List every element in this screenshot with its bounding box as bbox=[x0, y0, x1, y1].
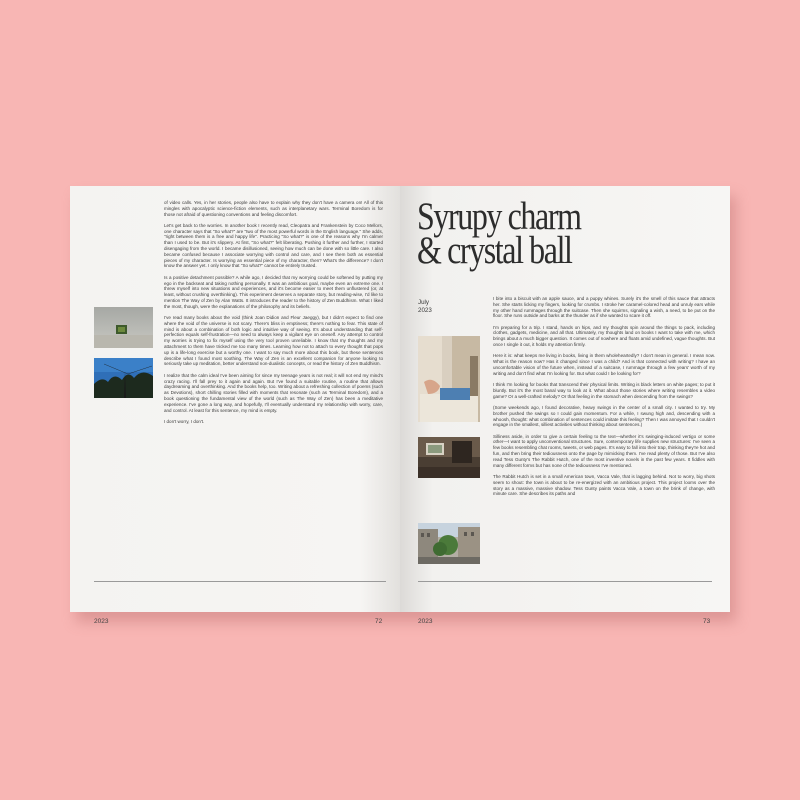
left-page bbox=[70, 186, 400, 625]
title-line: & crystal ball bbox=[417, 229, 572, 272]
title-line: Syrupy charm bbox=[417, 195, 581, 238]
article-title bbox=[417, 195, 663, 272]
paragraph: I think I'm looking for books that transcend their physical limits. Writing is black letters on white pages; to put it bluntly. But it's the most banal way to look at it. What about those stories where writing resembles a video game? Or a well-crafted melody? Or that feeling in the stomach when descending from the swings? bbox=[493, 382, 715, 399]
page-number: 73 bbox=[703, 618, 711, 625]
paragraph: I bite into a biscuit with an apple sauce, and a puppy whines. Surely it's the smell of this sauce that attracts her. She starts licking my fingers, looking for crumbs. I stroke her caramel-colored head and unruly ears while my other hand rummages through the suitcase. Then she squirms, signaling a wish, a need, to be put on the floor. She runs outside and barks at the thunder as if she wanted to scare it off. bbox=[493, 296, 715, 319]
page-number: 72 bbox=[375, 618, 383, 625]
photo-object-on-surface bbox=[94, 307, 153, 348]
footer-rule bbox=[94, 581, 386, 582]
paragraph: I'm preparing for a trip. I stand, hands on hips, and my thoughts spin around the things to pack, including clothes, gadgets, medicine, and all that. Ultimately, my thoughts land on books I want to take with me, which brings about a much bigger question. It comes out of nowhere and floats amid undefined, vague thoughts. But once I single it out, it holds my attention firmly. bbox=[493, 324, 715, 348]
paragraph: I don't worry, I don't. bbox=[164, 418, 205, 424]
footer-year: 2023 bbox=[94, 618, 109, 625]
article-date bbox=[418, 299, 432, 314]
paragraph: of video calls. Yes, in her stories, people also have to explain why they don't have a camera on! All of this mingles with apocalyptic science-fiction elements, such as interplanetary wars. Terminal Boredom is for those not afraid of questioning conventions and feeling discomfort. bbox=[164, 200, 383, 217]
right-page bbox=[400, 186, 730, 625]
paragraph: The Rabbit Hutch is set in a small American town, Vacca Vale, that is lagging behind. Not to worry, big shots seem to shout: the town is about to be re-energized with an ambitious project. This project looms over the story as a massive, massive shadow. Tess Gunty paints Vacca Vale, a town on the brink of change, with minute care. She describes its paths and bbox=[493, 473, 715, 497]
footer-year: 2023 bbox=[418, 618, 433, 625]
photo-tree-sky bbox=[94, 358, 153, 398]
left-article-column bbox=[164, 200, 383, 430]
footer-rule bbox=[418, 581, 712, 582]
photo-interior-wall bbox=[418, 437, 480, 478]
paragraph: Silliness aside, in order to give a certain feeling to the text—whether it's swinging-induced vertigo or some other—I want to apply unconventional structures. Sure, contemporary life supplies new structures: I've seen a few books resembling chat rooms, tweets, or web pages. It's easy to fall into their trap, thinking they're hot and fun, and then bring their tediousness onto the page by mimicking them. I've read plenty of those. But I've also read Tess Gunty's The Rabbit Hutch, one of the most inventive novels in the past few years. It fiddles with many different forms but has none of the tediousness I've mentioned. bbox=[493, 433, 715, 468]
paragraph: (Some weekends ago, I found decorative, heavy swings in the center of a small city. I wanted to try. My brother pushed the swings so I could gain momentum. For a while, I swung high and, descending with a whoosh, thought: what combination of sentences could imitate this feeling? Then I was annoyed that I couldn't engage in the smallest, silliest activities without thinking about sentences.) bbox=[493, 404, 715, 428]
date-year: 2023 bbox=[418, 306, 432, 314]
paragraph: Is a positive detachment possible? A while ago, I decided that my worrying could be softened by putting my ego in the backseat and taking nothing personally. It was an ambitious goal, maybe even an extreme one. I threw myself into new situations and experiences, and it's become easier to meet them unflustered (or, at least, without crushing overthinking). This experiment deserves a separate story, but reading-wise, I'd like to mention The Way of Zen by Alan Watts. It introduces the reader to the history of Zen Buddhism. What I liked the most, though, were the explanations of the philosophy and its beliefs. bbox=[164, 274, 383, 309]
magazine-spread bbox=[70, 186, 730, 625]
paragraph: I've read many books about the void (think Joan Didion and Fleur Jaeggy), but I didn't expect to find one where the void of the universe is not scary. There's bliss in emptiness; there's nothing to fear. This state of mind is about a combination of both logic and intuitive way of seeing. It's about understanding that self-perfection equals self-frustration—no need to always keep a vigilant eye on oneself. Any attempt to control my worries is trying to fix myself using the very tool proven unreliable. I know that my thoughts and my attachment to them have tricked me too many times. Learning how not to attach to every thought that pops up is a life-long exercise but a worthy one. I want to say much more about this book, but these sentences describe what I found most soothing. The Way of Zen is an excellent companion for anyone looking to seriously take up meditation, better understand non-dualistic concepts, or read the history of Zen Buddhism. bbox=[164, 315, 383, 367]
paragraph: Let's get back to the worries. In another book I recently read, Cleopatra and Frankenstein by Coco Mellors, one character says that "So what?" are "two of the most powerful words in the English language." She adds, "right between them is a free and happy life". Practicing "So what?" is one of the reasons why I'm calmer than I used to be. But it's slippery. At first, "So what?" felt liberating. Pushing it further and further, I started disengaging from the world. I became disillusioned, seeing how much can be done with so little care. I also became confused because I associate worrying with control and care, and I see them both as essential pieces of my character. Is worrying an essential piece of my character, then? What's the difference? I don't know the answer yet. I only know that "So what?" cannot be entirely trusted. bbox=[164, 222, 383, 269]
photo-city-street bbox=[418, 523, 480, 564]
paragraph: I realize that the calm ideal I've been aiming for since my teenage years is not real; it will not end my mind's crazy racing. I'll fall prey to it again and again. But I've found a suitable routine, a routine that allows daydreaming and overthinking. And the books help, too. Writing about a refreshing collection of poems (such as Devotions), short chilling stories filled with moments that resonate (such as Terminal Boredom), and a book questioning the fundamental view of the world (such as The Way of Zen) has been a meditative experience. I've gone a long way, and hopefully, I'll eventually understand my relationship with worry, care, and control. At least for this sentence, my mind is empty. bbox=[164, 372, 383, 413]
paragraph: Here it is: what keeps me living in books, living in them wholeheartedly? I don't mean in general. I mean now. What is the reason now? Has it changed since I was a child? And is that connected with writing? I have an uncomfortable vision of the future when, instead of a suitcase, I rummage through a few years' worth of my writing and don't find what I'm looking for. But what could I be looking for? bbox=[493, 353, 715, 376]
right-article-column bbox=[493, 296, 715, 503]
photo-hand-notebook bbox=[418, 336, 480, 422]
date-month: July bbox=[418, 299, 430, 306]
